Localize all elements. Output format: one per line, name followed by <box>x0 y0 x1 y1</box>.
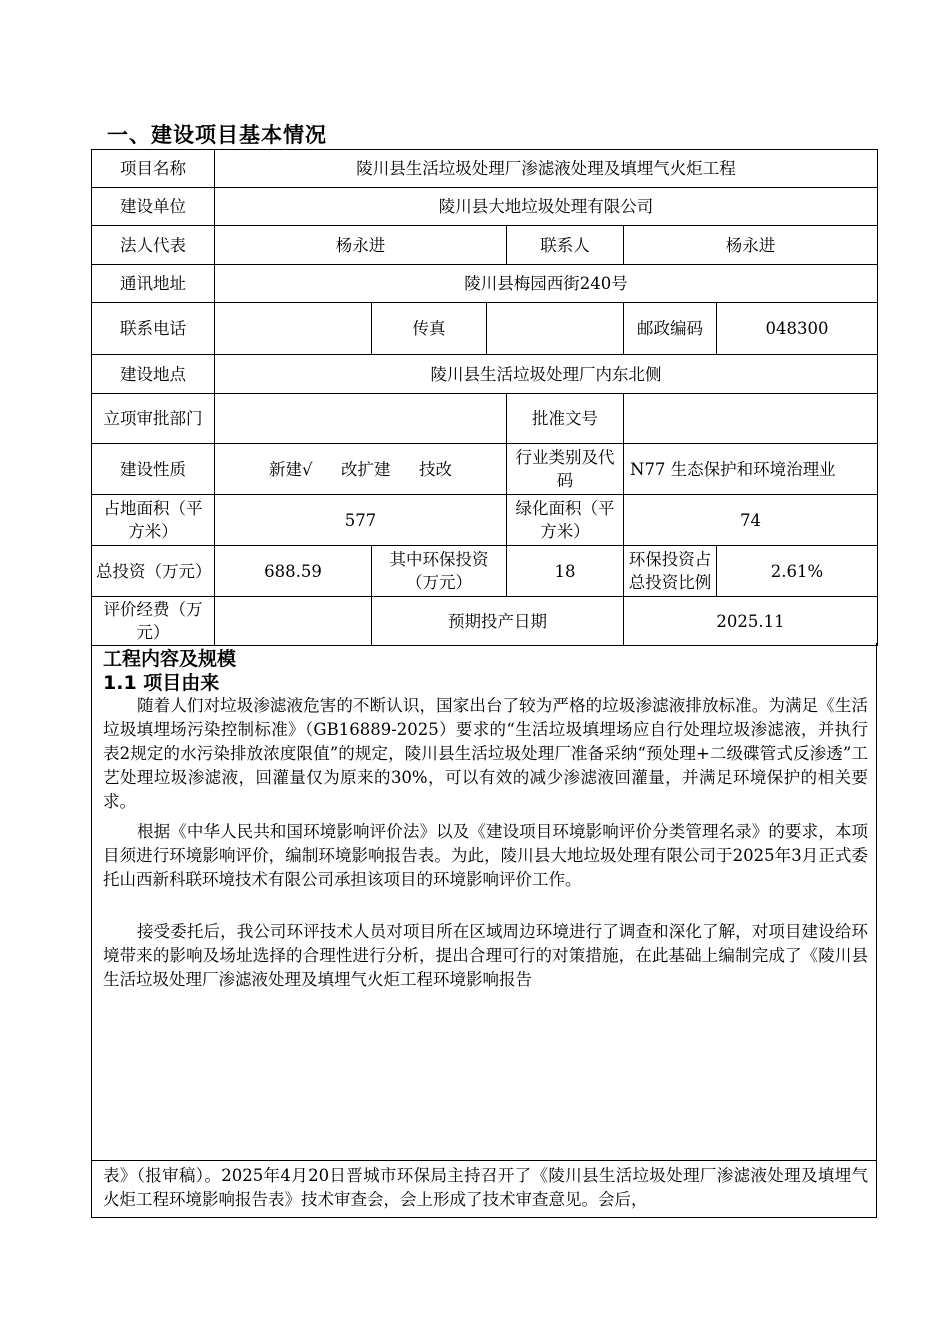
legal-rep-value: 杨永进 <box>215 226 507 265</box>
approval-doc-label: 批准文号 <box>507 394 624 444</box>
content-heading: 工程内容及规模 <box>103 648 237 670</box>
project-info-table <box>91 149 878 646</box>
start-date-value: 2025.11 <box>624 597 878 646</box>
env-ratio-value: 2.61% <box>717 546 878 597</box>
nature-label: 建设性质 <box>92 444 215 495</box>
eval-cost-label: 评价经费（万元） <box>92 597 215 646</box>
section-title: 一、建设项目基本情况 <box>107 123 327 147</box>
invest-value: 688.59 <box>215 546 372 597</box>
industry-label: 行业类别及代码 <box>507 444 624 495</box>
postcode-label: 邮政编码 <box>624 303 717 355</box>
unit-label: 建设单位 <box>92 188 215 226</box>
nature-options <box>215 444 507 495</box>
eval-cost-value <box>215 597 372 646</box>
content-subheading: 1.1 项目由来 <box>103 672 220 694</box>
row-legal-rep <box>92 226 878 265</box>
site-label: 建设地点 <box>92 355 215 394</box>
area-label: 占地面积（平方米） <box>92 495 215 546</box>
env-invest-label: 其中环保投资（万元） <box>372 546 507 597</box>
invest-label: 总投资（万元） <box>92 546 215 597</box>
fax-label: 传真 <box>372 303 487 355</box>
project-name-value: 陵川县生活垃圾处理厂渗滤液处理及填埋气火炬工程 <box>215 150 878 188</box>
row-project-name <box>92 150 878 188</box>
phone-value <box>215 303 372 355</box>
row-invest <box>92 546 878 597</box>
green-label: 绿化面积（平方米） <box>507 495 624 546</box>
address-value: 陵川县梅园西街240号 <box>215 265 878 303</box>
site-value: 陵川县生活垃圾处理厂内东北侧 <box>215 355 878 394</box>
green-value: 74 <box>624 495 878 546</box>
approval-doc-value <box>624 394 878 444</box>
paragraph-1: 随着人们对垃圾渗滤液危害的不断认识，国家出台了较为严格的垃圾渗滤液排放标准。为满足《生活垃圾填埋场污染控制标准》（GB16889-2025）要求的“生活垃圾填埋场应自行处理垃圾渗滤液，并执行表2规定的水污染排放浓度限值”的规定，陵川县生活垃圾处理厂准备采纳“预处理+二级碟管式反渗透”工艺处理垃圾渗滤液，回灌量仅为原来的30%，可以有效的减少渗滤液回灌量，并满足环境保护的相关要求。 <box>103 696 868 811</box>
legal-rep-label: 法人代表 <box>92 226 215 265</box>
paragraph-4: 表》（报审稿）。2025年4月20日晋城市环保局主持召开了《陵川县生活垃圾处理厂渗滤液处理及填埋气火炬工程环境影响报告表》技术审查会，会上形成了技术审查意见。会后， <box>103 1166 868 1209</box>
area-value: 577 <box>215 495 507 546</box>
industry-value: N77 生态保护和环境治理业 <box>624 444 878 495</box>
row-nature <box>92 444 878 495</box>
row-address <box>92 265 878 303</box>
row-phone <box>92 303 878 355</box>
row-area <box>92 495 878 546</box>
paragraph-2: 根据《中华人民共和国环境影响评价法》以及《建设项目环境影响评价分类管理名录》的要求，本项目须进行环境影响评价，编制环境影响报告表。为此，陵川县大地垃圾处理有限公司于2025年3月正式委托山西新科联环境技术有限公司承担该项目的环境影响评价工作。 <box>103 822 868 889</box>
row-eval-cost <box>92 597 878 646</box>
approval-dept-value <box>215 394 507 444</box>
nature-new: 新建√ <box>268 459 313 479</box>
nature-expand: 改扩建 <box>341 459 391 479</box>
contact-label: 联系人 <box>507 226 624 265</box>
address-label: 通讯地址 <box>92 265 215 303</box>
env-ratio-label: 环保投资占总投资比例 <box>624 546 717 597</box>
env-invest-value: 18 <box>507 546 624 597</box>
fax-value <box>487 303 624 355</box>
start-date-label: 预期投产日期 <box>372 597 624 646</box>
contact-value: 杨永进 <box>624 226 878 265</box>
approval-dept-label: 立项审批部门 <box>92 394 215 444</box>
row-site <box>92 355 878 394</box>
unit-value: 陵川县大地垃圾处理有限公司 <box>215 188 878 226</box>
row-approval <box>92 394 878 444</box>
nature-tech: 技改 <box>419 459 452 479</box>
phone-label: 联系电话 <box>92 303 215 355</box>
row-unit <box>92 188 878 226</box>
project-name-label: 项目名称 <box>92 150 215 188</box>
paragraph-3: 接受委托后，我公司环评技术人员对项目所在区域周边环境进行了调查和深化了解，对项目建设给环境带来的影响及场址选择的合理性进行分析，提出合理可行的对策措施，在此基础上编制完成了《陵川县生活垃圾处理厂渗滤液处理及填埋气火炬工程环境影响报告 <box>103 922 868 989</box>
postcode-value: 048300 <box>717 303 878 355</box>
